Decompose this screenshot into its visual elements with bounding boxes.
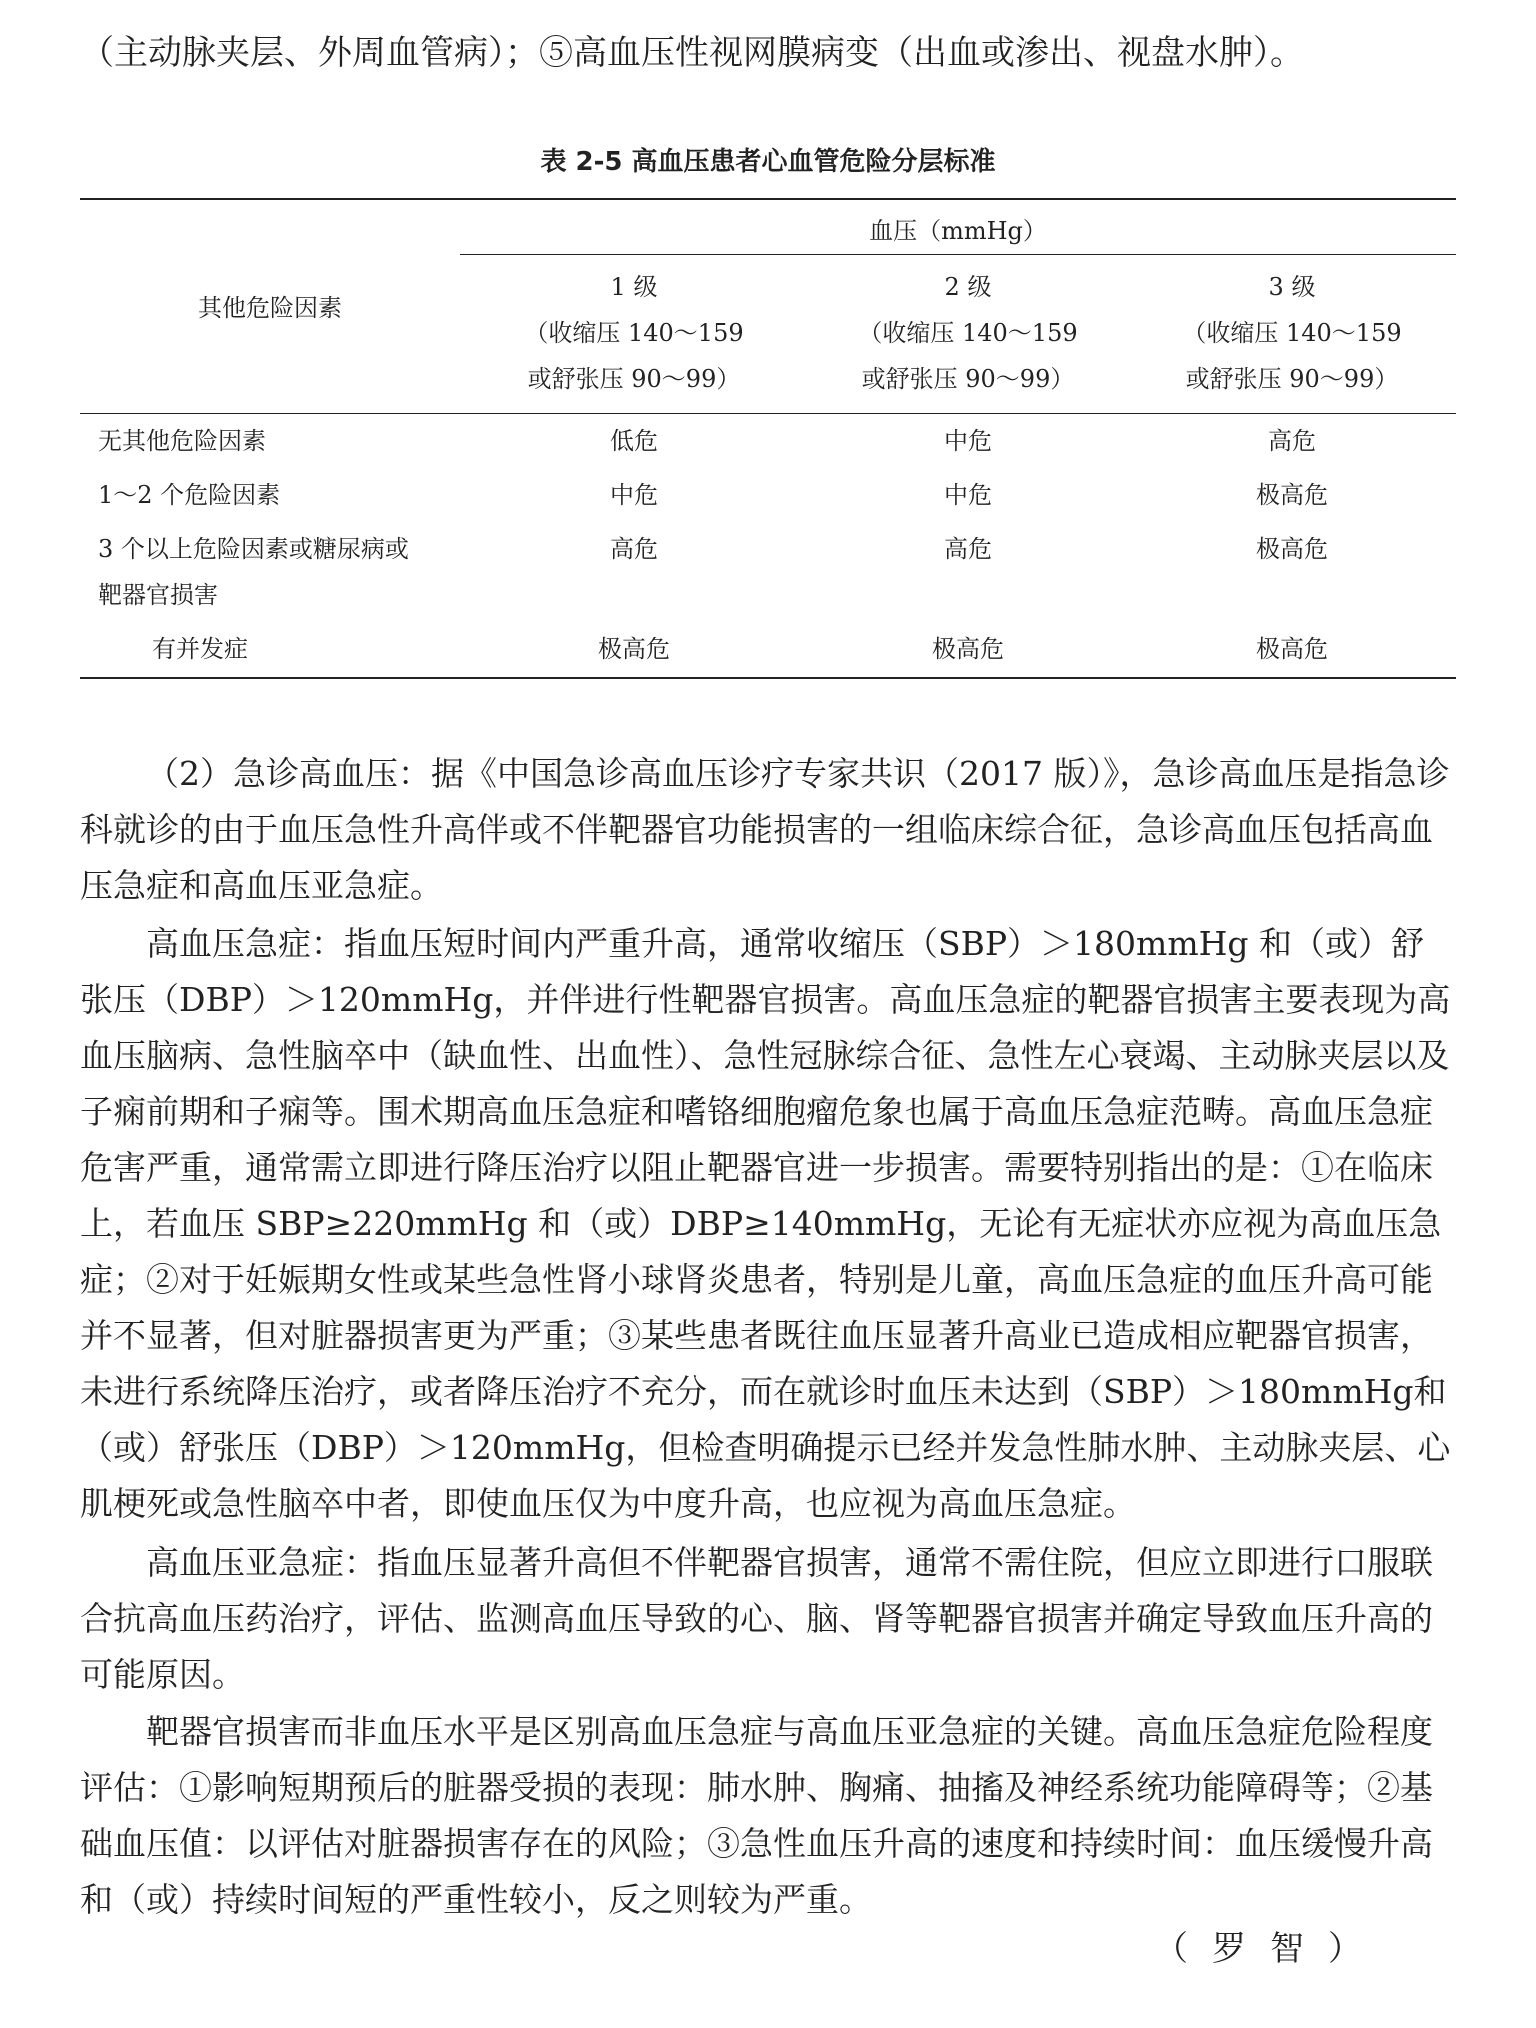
grade-2-dbp: 或舒张压 90～99）	[861, 365, 1075, 393]
grade-3-dbp: 或舒张压 90～99）	[1185, 365, 1399, 393]
risk-factor-row-label: 3 个以上危险因素或糖尿病或	[98, 535, 409, 563]
grade-1-name: 1 级	[610, 273, 658, 301]
risk-level-cell: 中危	[944, 481, 992, 509]
grade-2-name: 2 级	[944, 273, 992, 301]
emergency-hypertension-paragraph: （2）急诊高血压：据《中国急诊高血压诊疗专家共识（2017 版）》，急诊高血压是指急诊科就诊的由于血压急性升高伴或不伴靶器官功能损害的一组临床综合征，急诊高血压包括高血压急症和高血压亚急症。	[80, 754, 1450, 905]
risk-level-cell: 中危	[610, 481, 658, 509]
risk-level-cell: 高危	[610, 535, 658, 563]
assessment-paragraph: 靶器官损害而非血压水平是区别高血压急症与高血压亚急症的关键。高血压急症危险程度评估：①影响短期预后的脏器受损的表现：肺水肿、胸痛、抽搐及神经系统功能障碍等；②基础血压值：以评估对脏器损害存在的风险；③急性血压升高的速度和持续时间：血压缓慢升高和（或）持续时间短的严重性较小，反之则较为严重。	[80, 1712, 1433, 1919]
blood-pressure-subrule	[460, 254, 1456, 255]
risk-factor-header: 其他危险因素	[198, 294, 342, 322]
risk-factor-row-label: 有并发症	[152, 635, 248, 663]
risk-level-cell: 极高危	[1256, 635, 1328, 663]
risk-level-cell: 极高危	[1256, 481, 1328, 509]
risk-level-cell: 高危	[944, 535, 992, 563]
table-header-rule	[80, 413, 1456, 414]
risk-factor-row-label: 无其他危险因素	[98, 427, 266, 455]
grade-1-dbp: 或舒张压 90～99）	[527, 365, 741, 393]
blood-pressure-header: 血压（mmHg）	[869, 217, 1047, 245]
grade-3-name: 3 级	[1268, 273, 1316, 301]
grade-1-sbp: （收缩压 140～159	[524, 319, 744, 347]
table-top-rule	[80, 198, 1456, 200]
risk-level-cell: 极高危	[1256, 535, 1328, 563]
continuation-line: （主动脉夹层、外周血管病）；⑤高血压性视网膜病变（出血或渗出、视盘水肿）。	[80, 33, 1304, 73]
hypertensive-urgency-paragraph: 高血压亚急症：指血压显著升高但不伴靶器官损害，通常不需住院，但应立即进行口服联合抗高血压药治疗，评估、监测高血压导致的心、脑、肾等靶器官损害并确定导致血压升高的可能原因。	[80, 1543, 1433, 1694]
risk-level-cell: 极高危	[598, 635, 670, 663]
table-bottom-rule	[80, 677, 1456, 679]
risk-factor-row-label-continued: 靶器官损害	[98, 581, 218, 609]
grade-3-sbp: （收缩压 140～159	[1182, 319, 1402, 347]
risk-level-cell: 高危	[1268, 427, 1316, 455]
risk-factor-row-label: 1～2 个危险因素	[98, 481, 281, 509]
author-signature: （罗智）	[1154, 1929, 1386, 1969]
risk-level-cell: 中危	[944, 427, 992, 455]
risk-level-cell: 极高危	[932, 635, 1004, 663]
grade-2-sbp: （收缩压 140～159	[858, 319, 1078, 347]
table-title: 表 2-5 高血压患者心血管危险分层标准	[540, 147, 996, 177]
risk-level-cell: 低危	[610, 427, 658, 455]
hypertensive-emergency-paragraph: 高血压急症：指血压短时间内严重升高，通常收缩压（SBP）＞180mmHg 和（或）舒张压（DBP）＞120mmHg，并伴进行性靶器官损害。高血压急症的靶器官损害主要表现为高血压脑病、急性脑卒中（缺血性、出血性）、急性冠脉综合征、急性左心衰竭、主动脉夹层以及子痫前期和子痫等。围术期高血压急症和嗜铬细胞瘤危象也属于高血压急症范畴。高血压急症危害严重，通常需立即进行降压治疗以阻止靶器官进一步损害。需要特别指出的是：①在临床上，若血压 SBP≥220mmHg 和（或）DBP≥140mmHg，无论有无症状亦应视为高血压急症；②对于妊娠期女性或某些急性肾小球肾炎患者，特别是儿童，高血压急症的血压升高可能并不显著，但对脏器损害更为严重；③某些患者既往血压显著升高业已造成相应靶器官损害，未进行系统降压治疗，或者降压治疗不充分，而在就诊时血压未达到（SBP）＞180mmHg和（或）舒张压（DBP）＞120mmHg，但检查明确提示已经并发急性肺水肿、主动脉夹层、心肌梗死或急性脑卒中者，即使血压仅为中度升高，也应视为高血压急症。	[80, 924, 1451, 1523]
